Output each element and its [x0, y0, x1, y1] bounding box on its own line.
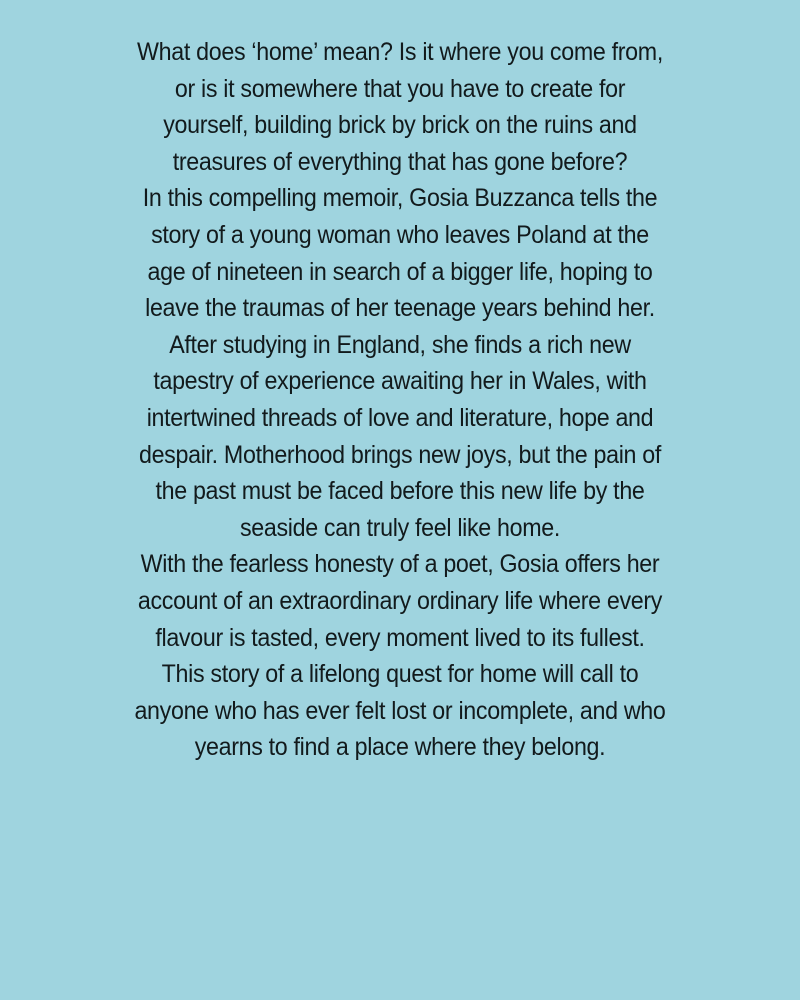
text-line: despair. Motherhood brings new joys, but the pain of — [138, 440, 662, 469]
text-line: intertwined threads of love and literature, hope and — [146, 403, 654, 432]
paragraph-intro-question — [0, 34, 800, 180]
text-line: or is it somewhere that you have to create for — [174, 74, 626, 103]
text-line: With the fearless honesty of a poet, Gosia offers her — [140, 550, 660, 579]
text-line: leave the traumas of her teenage years behind her. — [145, 294, 655, 323]
text-line: age of nineteen in search of a bigger life, hoping to — [147, 257, 653, 286]
text-line: After studying in England, she finds a rich new — [169, 330, 631, 359]
text-line: yourself, building brick by brick on the ruins and — [163, 111, 637, 140]
text-line: account of an extraordinary ordinary life where every — [137, 586, 663, 615]
text-line: seaside can truly feel like home. — [239, 513, 561, 542]
text-line: tapestry of experience awaiting her in Wales, with — [153, 367, 647, 396]
text-line: This story of a lifelong quest for home will call to — [161, 660, 639, 689]
text-line: yearns to find a place where they belong. — [194, 733, 606, 762]
paragraph-closing-praise — [0, 546, 800, 766]
book-blurb-text — [0, 34, 800, 766]
text-line: flavour is tasted, every moment lived to its fullest. — [155, 623, 645, 652]
text-line: In this compelling memoir, Gosia Buzzanca tells the — [142, 184, 658, 213]
text-line: What does ‘home’ mean? Is it where you come from, — [137, 38, 663, 66]
text-line: story of a young woman who leaves Poland at the — [151, 220, 649, 249]
text-line: the past must be faced before this new life by the — [155, 477, 645, 506]
paragraph-story-summary — [0, 180, 800, 546]
text-line: treasures of everything that has gone before? — [172, 147, 628, 176]
text-line: anyone who has ever felt lost or incomplete, and who — [134, 696, 666, 725]
